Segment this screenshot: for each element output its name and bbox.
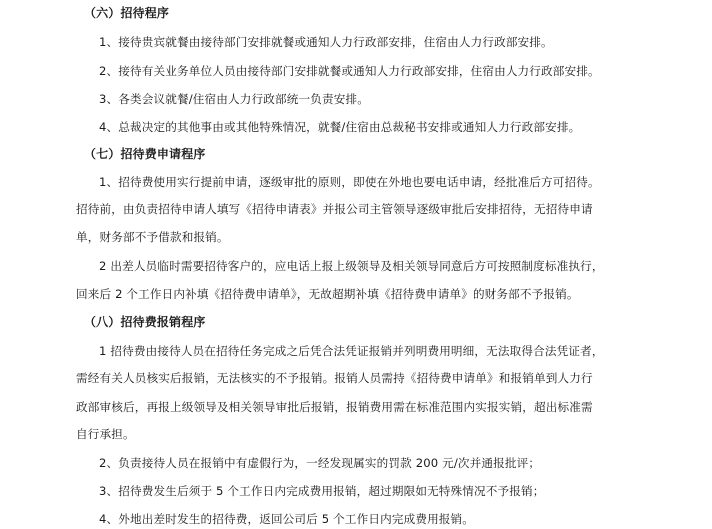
section-6-item-3: 3、各类会议就餐/住宿由人力行政部统一负责安排。	[99, 92, 369, 106]
section-heading-7: （七）招待费申请程序	[84, 147, 206, 161]
section-8-item-4: 4、外地出差时发生的招待费，返回公司后 5 个工作日内完成费用报销。	[99, 512, 475, 526]
section-7-para-2-line-1: 2 出差人员临时需要招待客户的，应电话上报上级领导及相关领导同意后方可按照制度标准执行，	[99, 259, 604, 273]
section-8-para-1-line-2: 需经有关人员核实后报销，无法核实的不予报销。报销人员需持《招待费申请单》和报销单到人力行	[76, 371, 593, 385]
section-8-para-1-line-4: 自行承担。	[76, 427, 135, 441]
section-6-item-4: 4、总裁决定的其他事由或其他特殊情况，就餐/住宿由总裁秘书安排或通知人力行政部安排。	[99, 120, 581, 134]
section-6-item-2: 2、接待有关业务单位人员由接待部门安排就餐或通知人力行政部安排，住宿由人力行政部安排。	[99, 64, 600, 78]
section-heading-8: （八）招待费报销程序	[84, 315, 206, 329]
section-heading-6: （六）招待程序	[84, 6, 170, 20]
section-7-para-1-line-1: 1、招待费使用实行提前申请，逐级审批的原则，即使在外地也要电话申请，经批准后方可招待。	[99, 175, 600, 189]
section-8-para-1-line-1: 1 招待费由接待人员在招待任务完成之后凭合法凭证报销并列明费用明细，无法取得合法凭证者，	[99, 344, 604, 358]
section-8-item-3: 3、招待费发生后须于 5 个工作日内完成费用报销，超过期限如无特殊情况不予报销；	[99, 484, 545, 498]
section-6-item-1: 1、接待贵宾就餐由接待部门安排就餐或通知人力行政部安排，住宿由人力行政部安排。	[99, 35, 553, 49]
section-7-para-1-line-2: 招待前，由负责招待申请人填写《招待申请表》并报公司主管领导逐级审批后安排招待，无招待申请	[76, 202, 593, 216]
section-7-para-1-line-3: 单，财务部不予借款和报销。	[76, 230, 229, 244]
section-8-item-2: 2、负责接待人员在报销中有虚假行为，一经发现属实的罚款 200 元/次并通报批评；	[99, 456, 541, 470]
section-8-para-1-line-3: 政部审核后，再报上级领导及相关领导审批后报销，报销费用需在标准范围内实报实销，超出标准需	[76, 400, 593, 414]
section-7-para-2-line-2: 回来后 2 个工作日内补填《招待费申请单》，无故超期补填《招待费申请单》的财务部不予报销。	[76, 287, 579, 301]
